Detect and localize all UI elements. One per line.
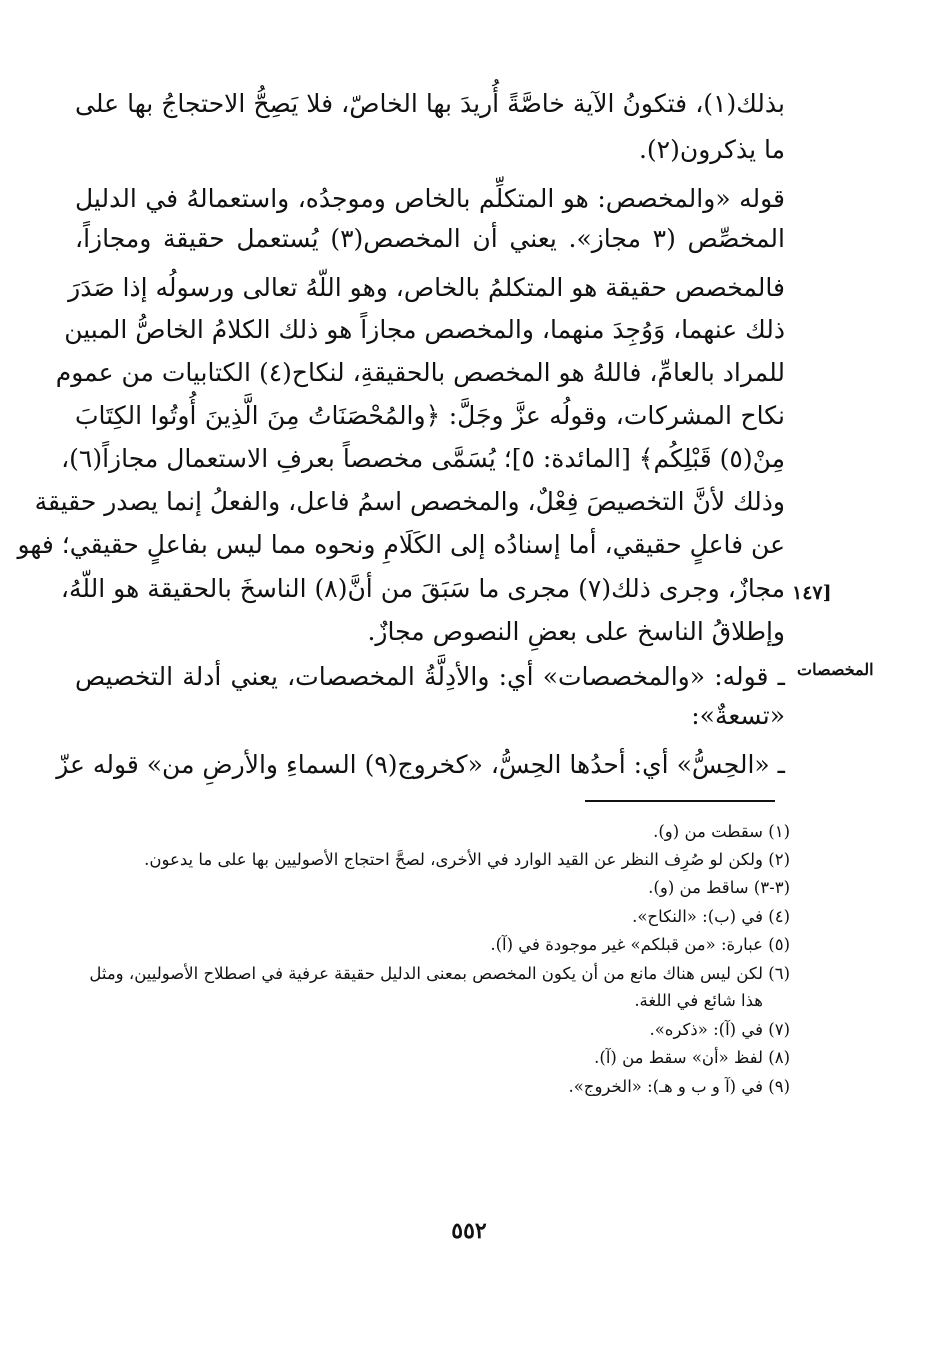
footnote: (٣-٣) ساقط من (و). [648, 878, 790, 897]
footnote-continuation: هذا شائع في اللغة. [634, 991, 763, 1010]
text-line: وإطلاقُ الناسخ على بعضِ النصوص مجازٌ. [367, 617, 785, 646]
text-line: مجازٌ، وجرى ذلك(٧) مجرى ما سَبَقَ من أنَّ(٨) الناسخَ بالحقيقة هو اللّهُ، [60, 574, 785, 603]
footnote: (٤) في (ب): «النكاح». [632, 907, 790, 926]
footnote: (٧) في (آ): «ذكره». [649, 1020, 790, 1039]
text-line: فالمخصص حقيقة هو المتكلمُ بالخاص، وهو اللّهُ تعالى ورسولُه إذا صَدَرَ [68, 273, 785, 302]
text-line: قوله «والمخصص: هو المتكلِّم بالخاص وموجدُه، واستعمالهُ في الدليل [75, 184, 785, 213]
page-number: ٥٥٢ [451, 1218, 487, 1244]
text-line: «تسعةٌ»: [691, 701, 785, 730]
text-line: مِنْ(٥) قَبْلِكُم﴾ [المائدة: ٥]؛ يُسَمَّى مخصصاً بعرفِ الاستعمال مجازاً(٦)، [61, 444, 785, 473]
footnote: (٢) ولكن لو صُرِف النظر عن القيد الوارد في الأخرى، لصحَّ احتجاج الأصوليين بها على ما يدعون. [144, 850, 790, 869]
text-line: ـ «الحِسُّ» أي: أحدُها الحِسُّ، «كخروج(٩) السماءِ والأرضِ من» قوله عزّ [56, 750, 785, 779]
side-heading: المخصصات [797, 660, 874, 679]
text-line: نكاح المشركات، وقولُه عزَّ وجَلَّ: ﴿والمُحْصَنَاتُ مِنَ الَّذِينَ أُوتُوا الكِتَابَ [75, 401, 785, 430]
text-line: ذلك عنهما، وَوُجِدَ منهما، والمخصص مجازاً هو ذلك الكلامُ الخاصُّ المبين [64, 315, 785, 344]
text-line: ـ قوله: «والمخصصات» أي: والأدِلَّةُ المخصصات، يعني أدلة التخصيص [75, 662, 785, 691]
footnote: (٦) لكن ليس هناك مانع من أن يكون المخصص بمعنى الدليل حقيقة عرفية في اصطلاح الأصوليين، ومثل [89, 964, 790, 983]
text-line: وذلك لأنَّ التخصيصَ فِعْلٌ، والمخصص اسمُ فاعل، والفعلُ إنما يصدر حقيقة [34, 487, 785, 516]
text-line: المخصِّص (٣ مجاز». يعني أن المخصص(٣) يُستعمل حقيقة ومجازاً، [75, 224, 785, 253]
footnote: (١) سقطت من (و). [653, 822, 790, 841]
footnote-separator [585, 800, 775, 802]
text-line: بذلك(١)، فتكونُ الآية خاصَّةً أُريدَ بها الخاصّ، فلا يَصِحُّ الاحتجاجُ بها على [75, 89, 785, 118]
text-line: للمراد بالعامِّ، فاللهُ هو المخصص بالحقيقةِ، لنكاح(٤) الكتابيات من عموم [55, 358, 785, 387]
footnote: (٩) في (آ و ب و هـ): «الخروج». [568, 1077, 790, 1096]
text-line: ما يذكرون(٢). [638, 135, 785, 164]
text-line: عن فاعلٍ حقيقي، أما إسنادُه إلى الكَلَامِ ونحوه مما ليس بفاعلٍ حقيقي؛ فهو [17, 530, 785, 559]
page-reference-marker: [١٤٧ [792, 582, 832, 604]
footnote: (٥) عبارة: «من قبلكم» غير موجودة في (آ). [490, 935, 790, 954]
footnote: (٨) لفظ «أن» سقط من (آ). [594, 1048, 790, 1067]
